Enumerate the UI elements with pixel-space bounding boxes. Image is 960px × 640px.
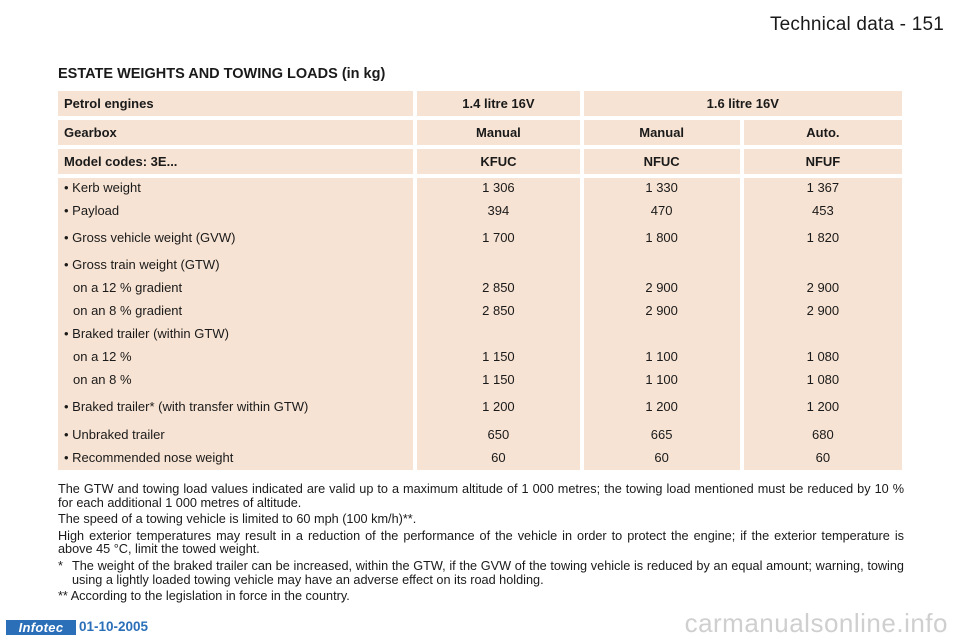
value-cell: 1 150	[482, 372, 515, 387]
value-cell: 2 900	[645, 280, 678, 295]
value-cell: 60	[491, 450, 506, 465]
value-cell: 1 200	[482, 399, 515, 414]
model-codes-row	[58, 149, 902, 174]
value-cell: 1 800	[645, 230, 678, 245]
gearbox-row	[58, 120, 902, 145]
footnote-marker: *	[58, 558, 63, 573]
footer-date: 01-10-2005	[79, 619, 149, 634]
engines-row-label: Petrol engines	[58, 91, 413, 116]
value-cell: 1 080	[806, 349, 840, 364]
value-cell: 680	[812, 427, 834, 442]
gearbox-row-label: Gearbox	[58, 120, 413, 145]
value-cell: 453	[812, 203, 834, 218]
value-cell: 1 100	[645, 372, 678, 387]
weights-body	[58, 178, 902, 470]
watermark: carmanualsonline.info	[684, 608, 948, 638]
value-cell: 470	[650, 203, 673, 218]
value-cell: 394	[487, 203, 510, 218]
row-label: • Payload	[64, 203, 120, 218]
model-code-cell: KFUC	[417, 149, 579, 174]
value-cell: 1 306	[482, 180, 515, 195]
value-cell: 650	[487, 427, 510, 442]
row-label: on a 12 % gradient	[73, 280, 183, 295]
gearbox-cell: Auto.	[744, 120, 902, 145]
nfuc-values-column	[584, 178, 740, 470]
value-cell: 2 900	[806, 303, 840, 318]
value-cell: 2 850	[482, 303, 515, 318]
section-title: ESTATE WEIGHTS AND TOWING LOADS (in kg)	[58, 66, 386, 82]
model-codes-row-label: Model codes: 3E...	[58, 149, 413, 174]
row-label: on a 12 %	[73, 349, 132, 364]
row-label: • Kerb weight	[64, 180, 141, 195]
row-label: on an 8 %	[73, 372, 132, 387]
value-cell: 60	[654, 450, 669, 465]
value-cell: 1 150	[482, 349, 515, 364]
value-cell: 2 900	[806, 280, 840, 295]
engines-row	[58, 91, 902, 116]
value-cell: 1 200	[806, 399, 840, 414]
notes	[58, 483, 904, 607]
value-cell: 2 850	[482, 280, 515, 295]
value-cell	[744, 256, 902, 274]
value-cell: 1 200	[645, 399, 678, 414]
row-label: • Gross vehicle weight (GVW)	[64, 230, 236, 245]
model-code-cell: NFUF	[744, 149, 902, 174]
kfuc-values-column	[417, 178, 579, 470]
row-label: • Braked trailer* (with transfer within GTW)	[64, 399, 309, 414]
footnote-single-star	[58, 560, 904, 587]
page-header-title: Technical data - 151	[769, 14, 944, 35]
value-cell: 1 080	[806, 372, 840, 387]
weights-table	[58, 91, 902, 470]
note-altitude: The GTW and towing load values indicated are valid up to a maximum altitude of 1 000 metres; the towing load mentioned must be reduced by 10 % for each additional 1 000 metres of altitude.	[58, 482, 904, 510]
value-cell	[417, 325, 579, 343]
note-temperature: High exterior temperatures may result in a reduction of the performance of the vehicle in order to protect the engine; if the exterior temperature is above 45 °C, limit the towed weight.	[58, 528, 904, 557]
value-cell	[744, 325, 902, 343]
engine-a-header: 1.4 litre 16V	[417, 91, 579, 116]
row-label: • Gross train weight (GTW)	[64, 257, 220, 272]
row-labels-column	[58, 178, 413, 470]
model-code-cell: NFUC	[584, 149, 740, 174]
value-cell: 1 820	[806, 230, 840, 245]
infotec-logo: Infotec	[6, 620, 76, 635]
row-label: on an 8 % gradient	[73, 303, 183, 318]
engine-b-header: 1.6 litre 16V	[584, 91, 902, 116]
value-cell	[417, 256, 579, 274]
nfuf-values-column	[744, 178, 902, 470]
gearbox-cell: Manual	[584, 120, 740, 145]
note-speed-limit: The speed of a towing vehicle is limited to 60 mph (100 km/h)**.	[58, 512, 417, 527]
gearbox-cell: Manual	[417, 120, 579, 145]
row-label: • Unbraked trailer	[64, 427, 165, 442]
value-cell	[584, 325, 740, 343]
value-cell: 1 367	[806, 180, 840, 195]
value-cell: 665	[650, 427, 673, 442]
value-cell: 2 900	[645, 303, 678, 318]
value-cell: 60	[815, 450, 831, 465]
row-label: • Braked trailer (within GTW)	[64, 326, 229, 341]
row-label: • Recommended nose weight	[64, 450, 234, 465]
value-cell: 1 700	[482, 230, 515, 245]
value-cell: 1 330	[645, 180, 678, 195]
footnote-text: The weight of the braked trailer can be increased, within the GTW, if the GVW of the towing vehicle is reduced by an equal amount; warning, towing using a lightly loaded towing vehicle may have an adverse effect on its road holding.	[72, 558, 904, 587]
value-cell: 1 100	[645, 349, 678, 364]
footnote-double-star: ** According to the legislation in force in the country.	[58, 589, 350, 604]
value-cell	[584, 256, 740, 274]
